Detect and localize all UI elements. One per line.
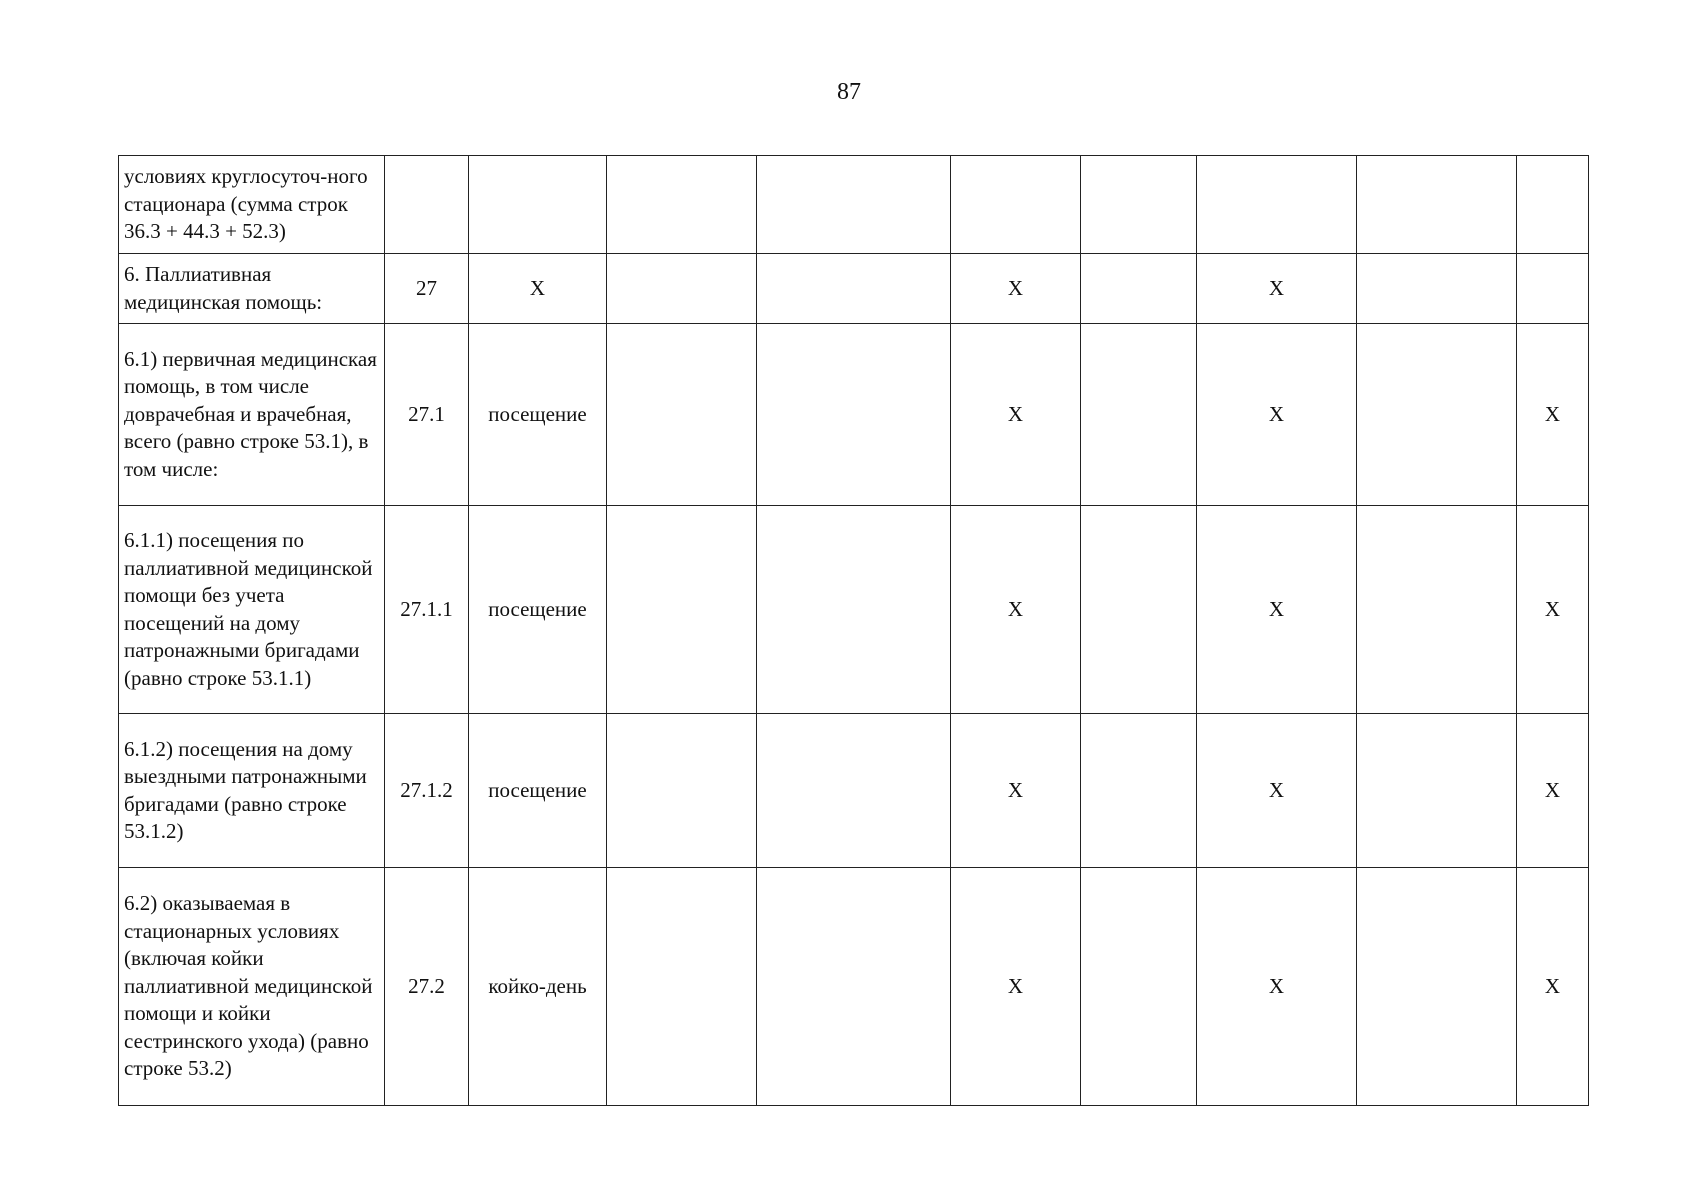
cell-col5 (757, 156, 951, 254)
cell-col8: X (1197, 506, 1357, 714)
cell-col10: X (1517, 868, 1589, 1106)
cell-col7 (1081, 506, 1197, 714)
cell-col9 (1357, 506, 1517, 714)
cell-col10 (1517, 254, 1589, 324)
row-unit: посещение (469, 324, 607, 506)
row-description: 6.1) первичная медицинская помощь, в том числе доврачебная и врачебная, всего (равно строке 53.1), в том числе: (119, 324, 385, 506)
cell-col5 (757, 254, 951, 324)
row-unit: койко-день (469, 868, 607, 1106)
row-code: 27 (385, 254, 469, 324)
cell-col7 (1081, 156, 1197, 254)
cell-col8: X (1197, 714, 1357, 868)
cell-col4 (607, 506, 757, 714)
cell-col4 (607, 714, 757, 868)
cell-col4 (607, 156, 757, 254)
page-number: 87 (837, 79, 861, 105)
table-row (119, 254, 1589, 324)
row-code: 27.2 (385, 868, 469, 1106)
row-description: 6.1.1) посещения по паллиативной медицинской помощи без учета посещений на дому патронажными бригадами (равно строке 53.1.1) (119, 506, 385, 714)
table-row (119, 506, 1589, 714)
row-description: 6. Паллиативная медицинская помощь: (119, 254, 385, 324)
table-row (119, 714, 1589, 868)
cell-col10 (1517, 156, 1589, 254)
cell-col7 (1081, 324, 1197, 506)
cell-col6 (951, 156, 1081, 254)
table-row (119, 156, 1589, 254)
cell-col6: X (951, 868, 1081, 1106)
cell-col7 (1081, 868, 1197, 1106)
cell-col9 (1357, 714, 1517, 868)
cell-col6: X (951, 324, 1081, 506)
cell-col10: X (1517, 714, 1589, 868)
cell-col7 (1081, 254, 1197, 324)
cell-col7 (1081, 714, 1197, 868)
cell-col9 (1357, 324, 1517, 506)
cell-col5 (757, 714, 951, 868)
data-table (118, 155, 1589, 1106)
cell-col5 (757, 868, 951, 1106)
cell-col4 (607, 868, 757, 1106)
row-unit: посещение (469, 506, 607, 714)
cell-col5 (757, 506, 951, 714)
cell-col5 (757, 324, 951, 506)
row-unit: посещение (469, 714, 607, 868)
cell-col10: X (1517, 324, 1589, 506)
cell-col8 (1197, 156, 1357, 254)
row-unit: X (469, 254, 607, 324)
cell-col8: X (1197, 254, 1357, 324)
table-row (119, 868, 1589, 1106)
table-row (119, 324, 1589, 506)
cell-col9 (1357, 254, 1517, 324)
cell-col10: X (1517, 506, 1589, 714)
cell-col9 (1357, 868, 1517, 1106)
cell-col6: X (951, 506, 1081, 714)
cell-col6: X (951, 714, 1081, 868)
row-description: условиях круглосуточ-ного стационара (сумма строк 36.3 + 44.3 + 52.3) (119, 156, 385, 254)
row-code: 27.1 (385, 324, 469, 506)
row-description: 6.2) оказываемая в стационарных условиях (включая койки паллиативной медицинской помощи и койки сестринского ухода) (равно строке 53.2) (119, 868, 385, 1106)
cell-col8: X (1197, 324, 1357, 506)
cell-col8: X (1197, 868, 1357, 1106)
cell-col4 (607, 254, 757, 324)
row-code (385, 156, 469, 254)
cell-col6: X (951, 254, 1081, 324)
row-description: 6.1.2) посещения на дому выездными патронажными бригадами (равно строке 53.1.2) (119, 714, 385, 868)
row-unit (469, 156, 607, 254)
row-code: 27.1.2 (385, 714, 469, 868)
row-code: 27.1.1 (385, 506, 469, 714)
cell-col9 (1357, 156, 1517, 254)
cell-col4 (607, 324, 757, 506)
